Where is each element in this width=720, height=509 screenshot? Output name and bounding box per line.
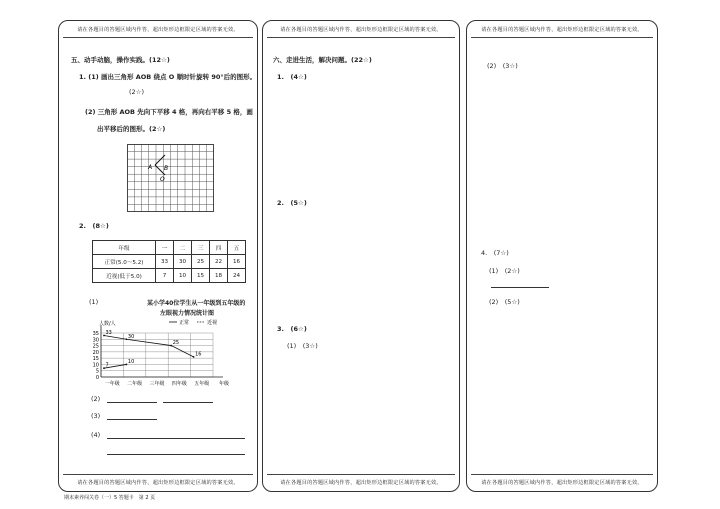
y-tick-label: 35	[92, 331, 99, 337]
q1-label: 1. (4☆)	[277, 73, 307, 81]
q4-sub2-label: (2) (5☆)	[489, 298, 520, 306]
data-label: 16	[195, 351, 202, 358]
table-header-cell: 年级	[93, 241, 156, 255]
y-axis-title: 人数/人	[99, 321, 116, 327]
divider-top	[267, 37, 455, 38]
chart-title-line2: 左眼视力情况统计图	[160, 310, 215, 317]
table-header-cell: 四	[210, 241, 228, 255]
q1-text: 1. (1) 画出三角形 AOB 绕点 O 顺时针旋转 90°后的图形。	[79, 73, 257, 81]
x-tick-label: 五年级	[194, 381, 210, 387]
boundary-warning-bottom: 请在各题目的答题区域内作答，超出矩形边框限定区域的答案无效。	[280, 480, 442, 486]
answer-line[interactable]	[107, 438, 245, 439]
q2-label: 2. (8☆)	[79, 222, 109, 230]
blank-3-label: (3)	[91, 412, 101, 420]
divider-bottom	[267, 474, 455, 475]
q2-label: 2. (5☆)	[277, 199, 307, 207]
table-cell: 18	[210, 269, 228, 283]
legend-label-myopia: 近视	[207, 320, 218, 326]
x-tick-label: 三年级	[149, 381, 165, 387]
boundary-warning-bottom: 请在各题目的答题区域内作答，超出矩形边框限定区域的答案无效。	[77, 480, 239, 486]
table-cell: 22	[210, 255, 228, 269]
label-b: B	[164, 165, 169, 172]
blank-4-label: (4)	[91, 431, 101, 439]
answer-line[interactable]	[491, 287, 549, 288]
data-label: 25	[172, 340, 180, 347]
boundary-warning-top: 请在各题目的答题区域内作答，超出矩形边框限定区域的答案无效。	[280, 27, 442, 33]
table-header-cell: 五	[228, 241, 246, 255]
table-header-row	[93, 241, 246, 255]
answer-line[interactable]	[163, 402, 213, 403]
section-six-title: 六、走进生活，解决问题。(22☆)	[273, 56, 372, 64]
table-header-cell: 三	[192, 241, 210, 255]
table-cell: 30	[174, 255, 192, 269]
q4-sub1-label: (1) (2☆)	[489, 267, 520, 275]
table-row	[93, 255, 246, 269]
answer-line[interactable]	[107, 419, 157, 420]
x-tick-label: 四年级	[171, 381, 187, 387]
data-label: 30	[127, 333, 135, 340]
answer-line[interactable]	[107, 454, 245, 455]
data-label: 33	[105, 330, 112, 337]
boundary-warning-top: 请在各题目的答题区域内作答，超出矩形边框限定区域的答案无效。	[481, 27, 643, 33]
x-tick-label: 二年级	[127, 381, 143, 387]
y-tick-label: 25	[92, 343, 99, 350]
table-cell: 33	[156, 255, 174, 269]
x-tick-label: 一年级	[104, 381, 120, 387]
legend-label-normal: 正常	[179, 320, 190, 326]
table-header-cell: 一	[156, 241, 174, 255]
divider-bottom	[63, 474, 253, 475]
vision-line-chart[interactable]	[83, 311, 255, 389]
q4-label: 4. (7☆)	[481, 249, 509, 257]
table-cell: 25	[192, 255, 210, 269]
q1b-text-line2: 出平移后的图形。(2☆)	[97, 125, 166, 133]
table-row-label: 近视(低于5.0)	[93, 269, 156, 283]
sub1-label: (1)	[89, 298, 99, 306]
answer-line[interactable]	[107, 402, 157, 403]
boundary-warning-bottom: 请在各题目的答题区域内作答，超出矩形边框限定区域的答案无效。	[481, 480, 643, 486]
y-tick-label: 10	[92, 362, 99, 369]
y-tick-label: 0	[95, 375, 99, 381]
label-o: O	[160, 176, 165, 183]
q3-label: 3. (6☆)	[277, 325, 307, 333]
boundary-warning-top: 请在各题目的答题区域内作答，超出矩形边框限定区域的答案无效。	[77, 27, 239, 33]
table-row-label: 正常(5.0～5.2)	[93, 255, 156, 269]
y-tick-label: 5	[95, 368, 99, 375]
table-cell: 24	[228, 269, 246, 283]
chart-title-line1: 某小学40位学生从一年级到五年级的	[147, 300, 246, 307]
table-cell: 15	[192, 269, 210, 283]
label-a: A	[148, 164, 153, 171]
data-label: 7	[105, 362, 109, 369]
answer-panel-right	[466, 20, 658, 492]
x-axis-title: 年级	[219, 381, 230, 387]
blank-2-label: (2)	[91, 395, 101, 403]
table-row	[93, 269, 246, 283]
divider-top	[471, 37, 653, 38]
table-cell: 7	[156, 269, 174, 283]
vision-table	[92, 240, 246, 283]
q1-score: (2☆)	[129, 88, 145, 96]
table-header-cell: 二	[174, 241, 192, 255]
answer-panel-middle	[262, 20, 460, 492]
y-tick-label: 30	[92, 337, 99, 344]
y-tick-label: 15	[92, 356, 99, 363]
y-tick-label: 20	[92, 349, 99, 356]
table-cell: 10	[174, 269, 192, 283]
drawing-grid[interactable]	[127, 144, 214, 212]
q1b-text-line1: (2) 三角形 AOB 先向下平移 4 格，再向右平移 5 格，画	[85, 108, 253, 116]
divider-top	[63, 37, 253, 38]
data-label: 10	[127, 358, 135, 365]
divider-bottom	[471, 474, 653, 475]
q3-sub1-label: (1) (3☆)	[287, 342, 318, 350]
table-cell: 16	[228, 255, 246, 269]
page-footer: 期末素养闯关卷（一）5 答题卡 第 2 页	[64, 495, 156, 501]
answer-panel-left	[58, 20, 258, 492]
section-five-title: 五、动手动脑，操作实践。(12☆)	[71, 56, 170, 64]
q3-sub2-label: (2) (3☆)	[487, 62, 518, 70]
